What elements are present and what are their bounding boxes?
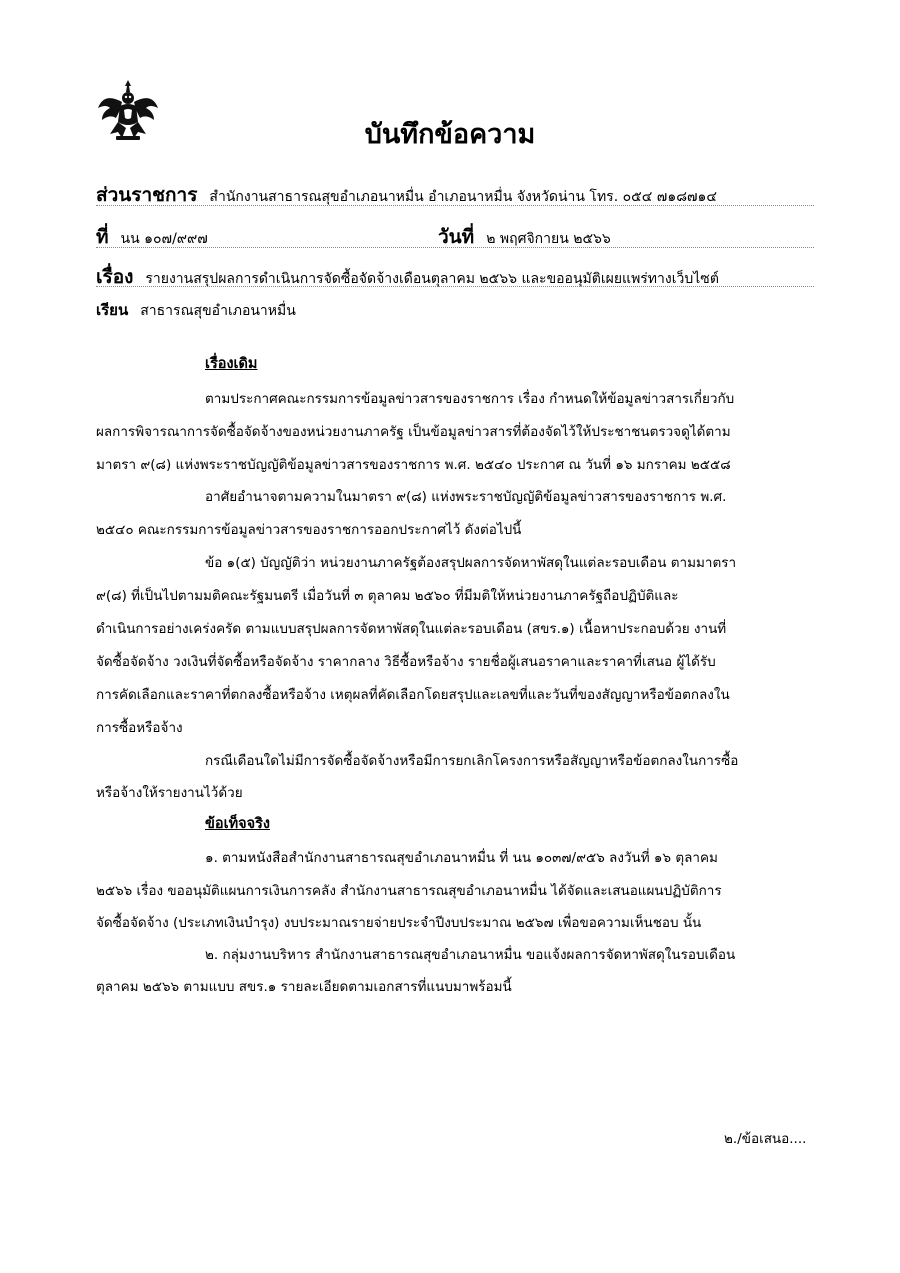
body-line: ดำเนินการอย่างเคร่งครัด ตามแบบสรุปผลการจัดหาพัสดุในแต่ละรอบเดือน (สขร.๑) เนื้อหาประกอบด้วย งานที่ bbox=[96, 621, 727, 637]
memo-title: บันทึกข้อความ bbox=[364, 119, 536, 150]
body-line: มาตรา ๙(๘) แห่งพระราชบัญญัติข้อมูลข่าวสารของราชการ พ.ศ. ๒๕๔๐ ประกาศ ณ วันที่ ๑๖ มกราคม ๒๕๕๘ bbox=[96, 457, 731, 473]
body-line: การซื้อหรือจ้าง bbox=[96, 720, 183, 736]
recipient-value: สาธารณสุขอำเภอนาหมื่น bbox=[140, 303, 296, 319]
body-line: ผลการพิจารณาการจัดซื้อจัดจ้างของหน่วยงานภาครัฐ เป็นข้อมูลข่าวสารที่ต้องจัดไว้ให้ประชาชนตรวจดูได้ตาม bbox=[96, 424, 731, 440]
subject-value: รายงานสรุปผลการดำเนินการจัดซื้อจัดจ้างเดือนตุลาคม ๒๕๖๖ และขออนุมัติเผยแพร่ทางเว็บไซต์ bbox=[145, 271, 719, 287]
subject-row bbox=[96, 262, 719, 292]
continuation-note: ๒./ข้อเสนอ.... bbox=[724, 1131, 807, 1147]
agency-label: ส่วนราชการ bbox=[96, 184, 198, 206]
date-value: ๒ พฤศจิกายน ๒๕๖๖ bbox=[486, 231, 611, 247]
facts-line: ๑. ตามหนังสือสำนักงานสาธารณสุขอำเภอนาหมื่น ที่ นน ๑๐๓๗/๙๕๖ ลงวันที่ ๑๖ ตุลาคม bbox=[205, 850, 718, 866]
recipient-row bbox=[96, 298, 296, 322]
body-line: ข้อ ๑(๕) บัญญัติว่า หน่วยงานภาครัฐต้องสรุปผลการจัดหาพัสดุในแต่ละรอบเดือน ตามมาตรา bbox=[205, 555, 737, 571]
reference-label: ที่ bbox=[96, 226, 109, 248]
agency-value: สำนักงานสาธารณสุขอำเภอนาหมื่น อำเภอนาหมื่น จังหวัดน่าน โทร. ๐๕๔ ๗๑๘๗๑๔ bbox=[209, 189, 718, 205]
reference-value: นน ๑๐๗/๙๙๗ bbox=[120, 231, 208, 247]
body-line: ๒๕๔๐ คณะกรรมการข้อมูลข่าวสารของราชการออกประกาศไว้ ดังต่อไปนี้ bbox=[96, 522, 522, 538]
body-line: หรือจ้างให้รายงานไว้ด้วย bbox=[96, 785, 243, 801]
subject-divider bbox=[96, 286, 814, 287]
reference-divider bbox=[96, 247, 814, 248]
body-line: ๙(๘) ที่เป็นไปตามมติคณะรัฐมนตรี เมื่อวันที่ ๓ ตุลาคม ๒๕๖๐ ที่มีมติให้หน่วยงานภาครัฐถือปฏิบัติและ bbox=[96, 588, 679, 604]
date-label: วันที่ bbox=[438, 226, 475, 248]
body-line: จัดซื้อจัดจ้าง วงเงินที่จัดซื้อหรือจัดจ้าง ราคากลาง วิธีซื้อหรือจ้าง รายชื่อผู้เสนอราคาและราคาที่เสนอ ผู้ได้รับ bbox=[96, 654, 716, 670]
recipient-label: เรียน bbox=[96, 301, 129, 319]
facts-line: ๒๕๖๖ เรื่อง ขออนุมัติแผนการเงินการคลัง สำนักงานสาธารณสุขอำเภอนาหมื่น ได้จัดและเสนอแผนปฏิบัติการ bbox=[96, 883, 722, 899]
facts-line: ตุลาคม ๒๕๖๖ ตามแบบ สขร.๑ รายละเอียดตามเอกสารที่แนบมาพร้อมนี้ bbox=[96, 979, 512, 995]
body-line: ตามประกาศคณะกรรมการข้อมูลข่าวสารของราชการ เรื่อง กำหนดให้ข้อมูลข่าวสารเกี่ยวกับ bbox=[205, 391, 735, 407]
facts-heading: ข้อเท็จจริง bbox=[205, 816, 270, 832]
facts-line: ๒. กลุ่มงานบริหาร สำนักงานสาธารณสุขอำเภอนาหมื่น ขอแจ้งผลการจัดหาพัสดุในรอบเดือน bbox=[205, 947, 736, 963]
body-line: กรณีเดือนใดไม่มีการจัดซื้อจัดจ้างหรือมีการยกเลิกโครงการหรือสัญญาหรือข้อตกลงในการซื้อ bbox=[205, 753, 739, 769]
body-line: อาศัยอำนาจตามความในมาตรา ๙(๘) แห่งพระราชบัญญัติข้อมูลข่าวสารของราชการ พ.ศ. bbox=[205, 489, 727, 505]
background-heading: เรื่องเดิม bbox=[205, 356, 258, 372]
body-line: การคัดเลือกและราคาที่ตกลงซื้อหรือจ้าง เหตุผลที่คัดเลือกโดยสรุปและเลขที่และวันที่ของสัญญาหรือข้อตกลงใน bbox=[96, 687, 730, 703]
agency-divider bbox=[96, 205, 814, 206]
subject-label: เรื่อง bbox=[96, 266, 134, 288]
facts-line: จัดซื้อจัดจ้าง (ประเภทเงินบำรุง) งบประมาณรายจ่ายประจำปีงบประมาณ ๒๕๖๗ เพื่อขอความเห็นชอบ นั้น bbox=[96, 915, 702, 931]
